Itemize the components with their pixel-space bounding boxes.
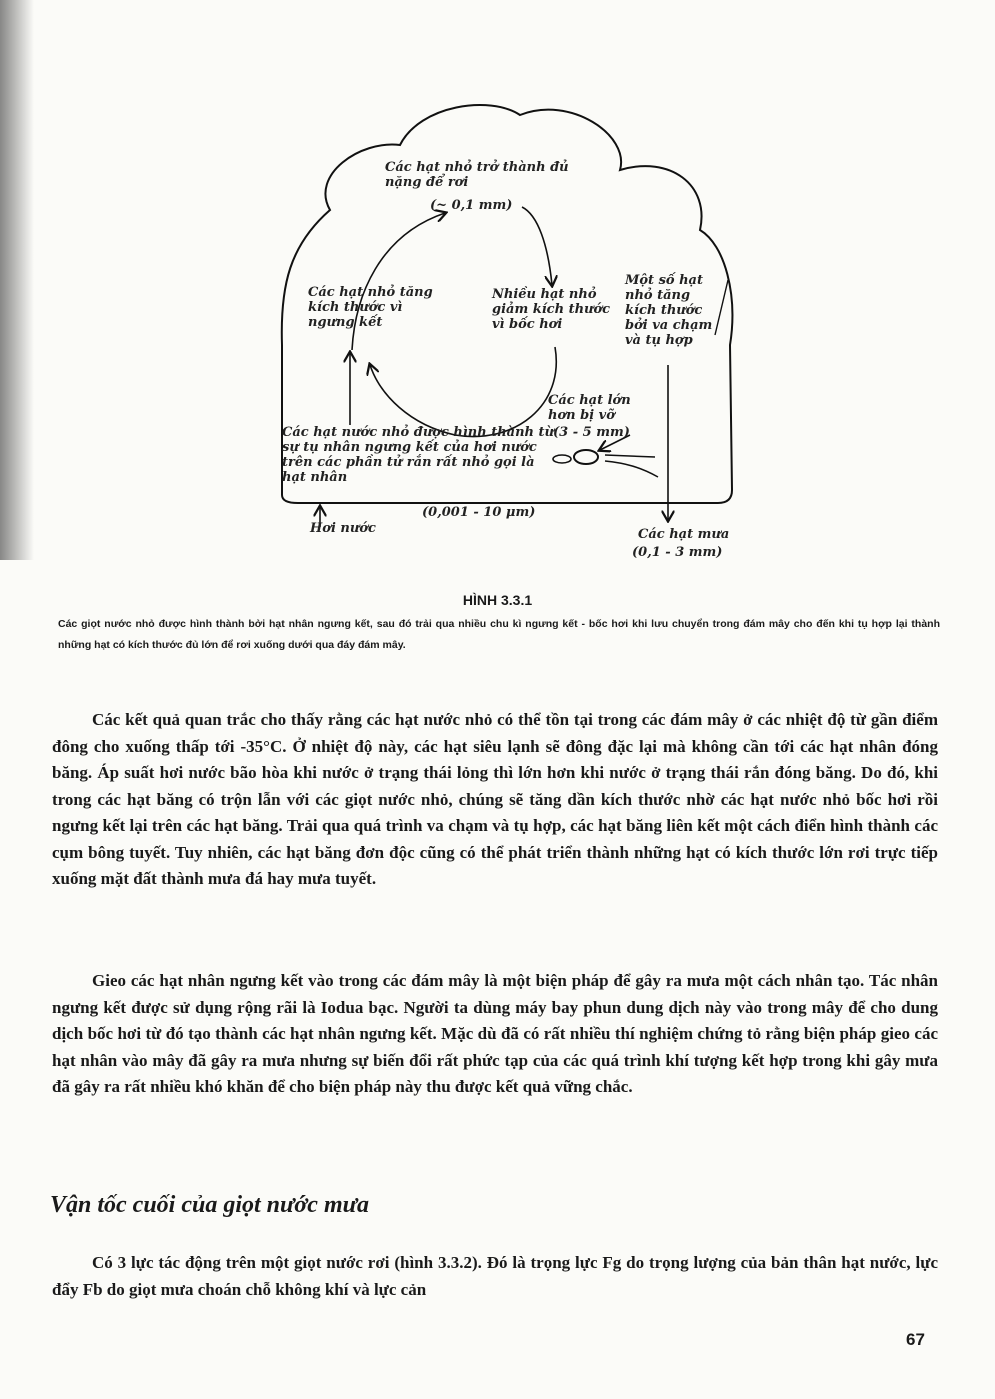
figure-caption: Các giọt nước nhỏ được hình thành bởi hạt nhân ngưng kết, sau đó trải qua nhiều chu kì ngưng kết - bốc hơi khi lưu chuyển trong đám mây cho đến khi tụ hợp lại thành những hạt có kích thước đủ lớn để rơi xuống dưới qua đáy đám mây. — [58, 618, 940, 651]
page-number: 67 — [906, 1330, 925, 1349]
scan-edge-shadow — [0, 0, 34, 560]
paragraph-3: Có 3 lực tác động trên một giọt nước rơi (hình 3.3.2). Đó là trọng lực Fg do trọng lượng của bản thân hạt nước, lực đẩy Fb do giọt mưa choán chỗ không khí và lực cản — [52, 1253, 938, 1299]
label-bottom: Các hạt nước nhỏ được hình thành từ sự tụ nhân ngưng kết của hơi nước trên các phần tử rắn rất nhỏ gọi là hạt nhân — [282, 425, 554, 485]
section-heading: Vận tốc cuối của giọt nước mưa — [50, 1192, 369, 1218]
label-large: Các hạt lớn hơn bị vỡ — [548, 393, 631, 423]
label-vapor: Hơi nước — [310, 521, 376, 536]
label-middle: Nhiều hạt nhỏ giảm kích thước vì bốc hơi — [492, 287, 611, 332]
label-top: Các hạt nhỏ trở thành đủ nặng để rơi — [385, 160, 569, 190]
arrow-falling — [522, 207, 552, 285]
label-top-size: (~ 0,1 mm) — [430, 198, 513, 213]
label-rain: Các hạt mưa — [638, 527, 730, 542]
cloud-diagram — [270, 95, 760, 575]
drop-large — [574, 450, 598, 464]
paragraph-1: Các kết quả quan trắc cho thấy rằng các hạt nước nhỏ có thể tồn tại trong các đám mây ở các nhiệt độ từ gần điểm đông cho xuống thấp tới -35°C. Ở nhiệt độ này, các hạt siêu lạnh sẽ đông đặc lại mà không cần tới các hạt nhân đóng băng. Áp suất hơi nước bão hòa khi nước ở trạng thái lỏng thì lớn hơn khi nước ở trạng thái rắn đóng băng. Do đó, khi trong các hạt băng có trộn lẫn với các giọt nước nhỏ, chúng sẽ tăng dần kích thước nhờ các hạt nước nhỏ bốc hơi rồi ngưng kết lại trên các hạt băng. Trải qua quá trình va chạm và tụ hợp, các hạt băng liên kết một cách điển hình thành các cụm bông tuyết. Tuy nhiên, các hạt băng đơn độc cũng có thể phát triển thành những hạt có kích thước lớn rơi trực tiếp xuống mặt đất thành mưa đá hay mưa tuyết. — [52, 710, 938, 888]
label-right: Một số hạt nhỏ tăng kích thước bởi va chạm và tụ hợp — [625, 273, 713, 348]
drop-split-arrows — [605, 455, 658, 477]
paragraph-2: Gieo các hạt nhân ngưng kết vào trong các đám mây là một biện pháp để gây ra mưa một cách nhân tạo. Tác nhân ngưng kết được sử dụng rộng rãi là Iodua bạc. Người ta dùng máy bay phun dung dịch này vào trong mây để cho dung dịch bốc hơi từ đó tạo thành các hạt nhân ngưng kết. Mặc dù đã có rất nhiều thí nghiệm chứng tỏ rằng biện pháp gieo các hạt nhân vào mây đã gây ra mưa nhưng sự biến đổi rất phức tạp của các quá trình khí tượng kết hợp trong khi gây mưa đã gây ra rất nhiều khó khăn để cho biện pháp này thu được kết quả vững chắc. — [52, 971, 938, 1096]
label-rain-size: (0,1 - 3 mm) — [632, 545, 723, 560]
figure-title: HÌNH 3.3.1 — [462, 592, 533, 608]
label-left: Các hạt nhỏ tăng kích thước vì ngưng kết — [308, 285, 433, 330]
arrow-evaporation-cycle — [370, 347, 556, 437]
label-bottom-size: (0,001 - 10 μm) — [422, 505, 536, 520]
label-large-size: (3 - 5 mm) — [553, 425, 630, 440]
